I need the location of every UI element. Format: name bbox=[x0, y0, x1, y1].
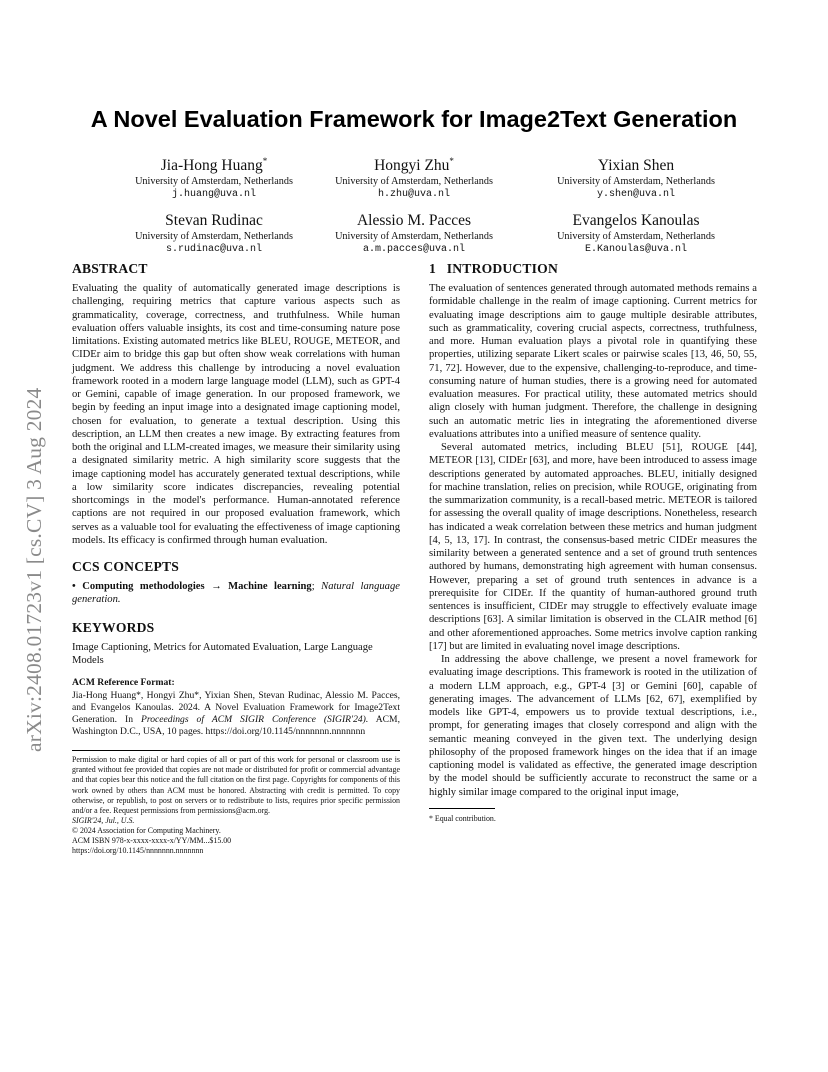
footnote-divider bbox=[429, 808, 495, 809]
intro-paragraph-2: Several automated metrics, including BLEU [51], ROUGE [44], METEOR [13], CIDEr [63], and more, have been introduced to assess image descriptions generated by automated approaches. BLEU, initially designed for machine translation, relies on precision, while ROUGE, originating from the summarization community, is a recall-based metric. METEOR is tailored for assessing the overall quality of image descriptions. Nonetheless, research has indicated a weak correlation between these metrics and human judgment [4, 5, 13, 17]. In contrast, the consensus-based metric CIDEr measures the similarity between a generated sentence and a set of ground truth sentences authored by humans, demonstrating high agreement with human consensus. However, preparing a set of ground truth sentences in advance is a prerequisite for CIDEr. If the quantity of human-authored ground truth sentences is insufficient, CIDEr may struggle to effectively evaluate image descriptions [63]. A similar limitation is observed in the CLAIR method [6] and other aforementioned approaches. Some metrics involve caption ranking [17] but are limited in evaluating novel image descriptions. bbox=[429, 442, 757, 652]
author-email: a.m.pacces@uva.nl bbox=[362, 244, 466, 256]
acm-reference-text: Jia-Hong Huang*, Hongyi Zhu*, Yixian Shen, Stevan Rudinac, Alessio M. Pacces, and Evangelos Kanoulas. 2024. A Novel Evaluation Framework for Image2Text Generation. In Proceedings of ACM SIGIR Conference (SIGIR'24). ACM, Washington D.C., USA, 10 pages. https://doi.org/10.1145/nnnnnnn.nnnnnnn bbox=[72, 690, 400, 738]
author-affiliation: University of Amsterdam, Netherlands bbox=[135, 176, 293, 188]
right-column bbox=[429, 261, 757, 824]
author-name: Hongyi Zhu* bbox=[374, 156, 454, 175]
keywords-heading: KEYWORDS bbox=[72, 619, 155, 635]
paper-title: A Novel Evaluation Framework for Image2Text Generation bbox=[90, 106, 738, 132]
permission-notice: Permission to make digital or hard copies of all or part of this work for personal or classroom use is granted without fee provided that copies are not made or distributed for profit or commercial advantage and that copies bear this notice and the full citation on the first page. Copyrights for components of this work owned by others than ACM must be honored. Abstracting with credit is permitted. To copy otherwise, or republish, to post on servers or to redistribute to lists, requires prior specific permission and/or a fee. Request permissions from permissions@acm.org. bbox=[72, 755, 400, 815]
ccs-heading: CCS CONCEPTS bbox=[72, 559, 180, 574]
author-block bbox=[294, 207, 534, 257]
intro-paragraph-3: In addressing the above challenge, we present a novel framework for evaluating image descriptions. This framework is rooted in the utilization of a modern LLM approach, e.g., GPT-4 [3] or Gemini [60], capable of generating images. The advancement of LLMs [62, 67], exemplified by models like GPT-4, empowers us to provide textual descriptions, i.e., prompt, for generating images that closely correspond and align with the semantic meaning conveyed in the given text. The underlying design philosophy of the proposed framework hinges on the idea that if an image captioning model is validated as effective, the generated image description by the model should be sufficiently accurate to reconstruct the same or a highly similar image compared to the original input image, bbox=[429, 654, 757, 798]
author-name: Alessio M. Pacces bbox=[356, 212, 472, 230]
abstract-text: Evaluating the quality of automatically generated image descriptions is challenging, requiring metrics that capture various aspects such as grammaticality, coverage, correctness, and truthfulness. While human evaluation offers valuable insights, its cost and time-consuming nature pose limitations. Existing automated metrics like BLEU, ROUGE, METEOR, and CIDEr aim to bridge this gap but often show weak correlations with human judgment. We address this challenge by introducing a novel evaluation framework rooted in a modern large language model (LLM), such as GPT-4 or Gemini, capable of image generation. In our proposed framework, we begin by feeding an input image into a designated image captioning model, chosen for evaluation, to generate a textual description. Using this description, an LLM then creates a new image. By extracting features from both the original and LLM-created images, we measure their similarity using a designated similarity metric. A high similarity score suggests that the image captioning model has accurately generated textual descriptions, while a low similarity score indicates discrepancies, revealing potential shortcomings in the model's performance. Human-annotated reference captions are not required in our proposed evaluation framework, which serves as a valuable tool for evaluating the effectiveness of image captioning models. Its efficacy is confirmed through human evaluation. bbox=[72, 283, 400, 546]
ccs-concepts: • Computing methodologies → Machine learning; Natural language generation. bbox=[72, 581, 400, 606]
copyright-notice: © 2024 Association for Computing Machinery. bbox=[72, 825, 221, 835]
author-name: Yixian Shen bbox=[597, 157, 675, 175]
permission-divider bbox=[72, 750, 400, 751]
author-email: h.zhu@uva.nl bbox=[377, 189, 450, 201]
intro-paragraph-1: The evaluation of sentences generated through automated methods remains a formidable challenge in the realm of image captioning. Current metrics for evaluating image descriptions aim to gauge multiple desirable attributes, such as grammaticality, covering crucial aspects, correctness, truthfulness, and more. Human evaluation plays a pivotal role in quantifying these properties, utilizing separate Likert scales or pairwise scales [13, 46, 50, 55, 71, 72]. However, due to the expensive, challenging-to-reproduce, and time-consuming nature of human studies, there is a growing need for automated evaluation measures. For practical utility, these automated metrics should align closely with human judgment. Therefore, the challenge in designing such an automatic metric lies in integrating the aforementioned diverse evaluations attributes into a unified measure of sentence quality. bbox=[429, 283, 757, 440]
author-name: Stevan Rudinac bbox=[165, 212, 263, 230]
author-affiliation: University of Amsterdam, Netherlands bbox=[335, 231, 493, 243]
abstract-heading: ABSTRACT bbox=[72, 261, 148, 276]
author-name: Evangelos Kanoulas bbox=[572, 212, 700, 230]
author-name: Jia-Hong Huang* bbox=[160, 156, 268, 175]
author-email: E.Kanoulas@uva.nl bbox=[584, 244, 688, 256]
author-affiliation: University of Amsterdam, Netherlands bbox=[335, 176, 493, 188]
footnote: * Equal contribution. bbox=[429, 813, 496, 823]
author-block bbox=[516, 207, 756, 257]
author-email: j.huang@uva.nl bbox=[171, 189, 256, 201]
author-block bbox=[516, 152, 756, 202]
left-column bbox=[72, 261, 400, 856]
introduction-heading: 1 INTRODUCTION bbox=[429, 261, 558, 276]
conference-info: SIGIR'24, Jul., U.S. bbox=[72, 815, 135, 825]
author-affiliation: University of Amsterdam, Netherlands bbox=[135, 231, 293, 243]
acm-reference-heading: ACM Reference Format: bbox=[72, 677, 175, 688]
keywords-text: Image Captioning, Metrics for Automated Evaluation, Large Language Models bbox=[72, 641, 373, 666]
isbn-line: ACM ISBN 978-x-xxxx-xxxx-x/YY/MM...$15.00 bbox=[72, 836, 232, 845]
author-block bbox=[294, 152, 534, 202]
author-email: s.rudinac@uva.nl bbox=[165, 244, 262, 256]
author-email: y.shen@uva.nl bbox=[596, 189, 675, 201]
author-affiliation: University of Amsterdam, Netherlands bbox=[557, 231, 715, 243]
arxiv-stamp: arXiv:2408.01723v1 [cs.CV] 3 Aug 2024 bbox=[22, 387, 46, 752]
doi-line: https://doi.org/10.1145/nnnnnnn.nnnnnnn bbox=[72, 846, 204, 856]
author-affiliation: University of Amsterdam, Netherlands bbox=[557, 176, 715, 188]
